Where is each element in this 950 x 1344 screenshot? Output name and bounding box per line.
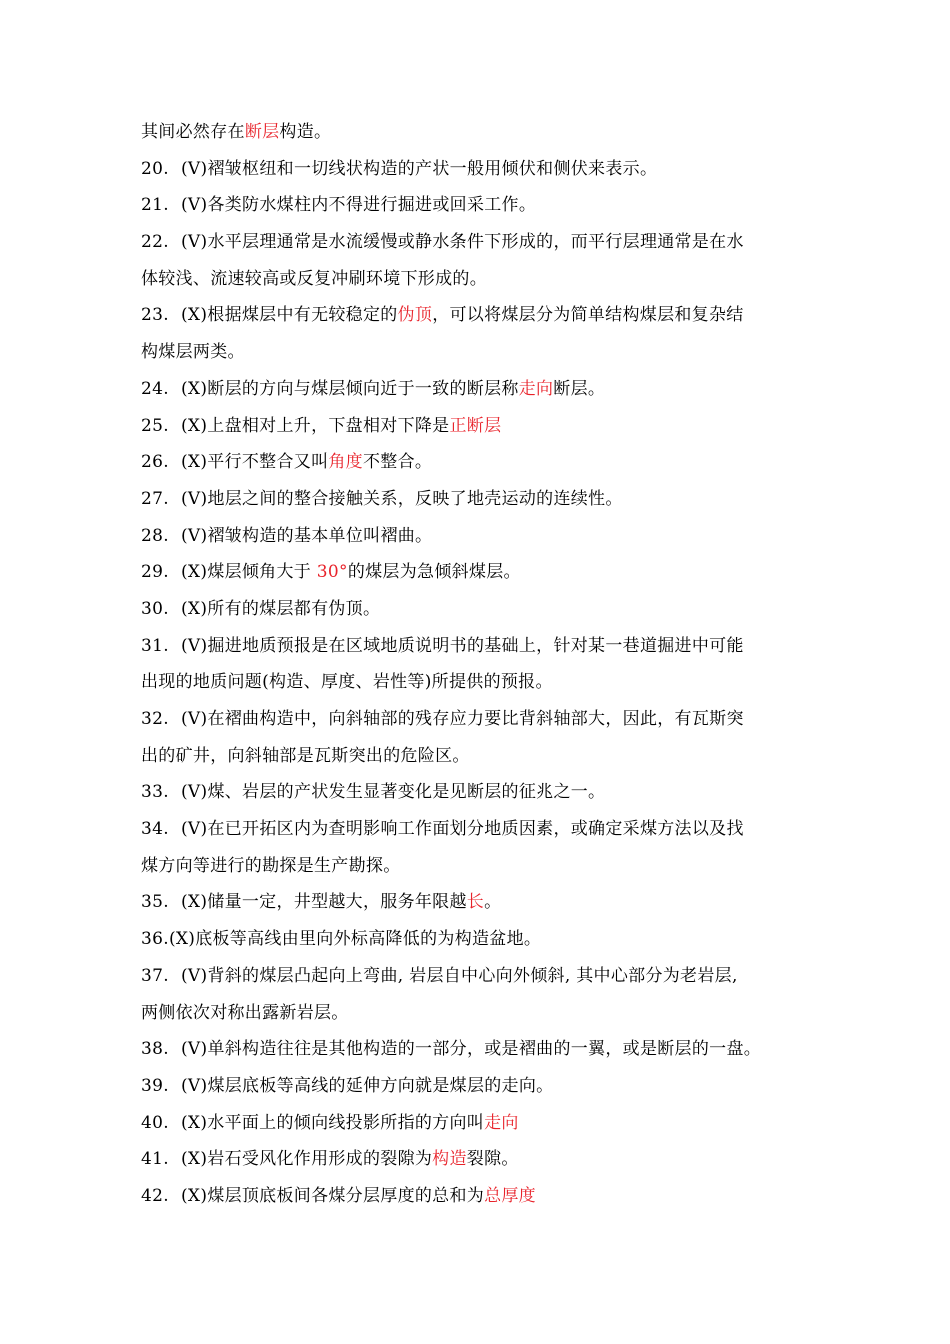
question-item [141, 408, 813, 445]
answer-highlight: 总厚度 [484, 1185, 536, 1206]
question-text: (V)在已开拓区内为查明影响工作面划分地质因素，或确定采煤方法以及找 [181, 819, 744, 840]
question-continuation [141, 334, 813, 371]
question-text: (X)底板等高线由里向外标高降低的为构造盆地。 [168, 929, 542, 950]
question-text: (X)储量一定，井型越大，服务年限越 [181, 892, 467, 913]
question-text: 构煤层两类。 [141, 342, 245, 363]
question-number: 25. [141, 415, 169, 436]
question-item [141, 884, 813, 921]
question-number: 32. [141, 709, 169, 729]
question-number: 28. [141, 525, 169, 546]
question-text: 断层。 [553, 378, 606, 399]
question-number: 26. [141, 452, 169, 473]
question-number: 41. [141, 1149, 169, 1170]
question-text: (V)掘进地质预报是在区域地质说明书的基础上，针对某一巷道掘进中可能 [181, 635, 744, 656]
question-text: (V)背斜的煤层凸起向上弯曲, 岩层自中心向外倾斜, 其中心部分为老岩层, [181, 965, 738, 986]
question-text: 裂隙。 [466, 1149, 519, 1170]
question-text: (X)所有的煤层都有伪顶。 [181, 598, 381, 619]
question-item [141, 444, 813, 481]
question-number: 40. [141, 1112, 169, 1133]
question-text: 的煤层为急倾斜煤层。 [347, 562, 521, 583]
question-item [141, 1141, 813, 1178]
question-text: (V)地层之间的整合接触关系，反映了地壳运动的连续性。 [181, 488, 623, 509]
question-number: 23. [141, 305, 169, 326]
answer-highlight: 正断层 [449, 415, 502, 436]
question-continuation [141, 738, 813, 775]
question-item [141, 518, 813, 555]
question-number: 36. [141, 929, 169, 950]
question-text: (V)褶皱构造的基本单位叫褶曲。 [181, 525, 433, 546]
question-text: (X)断层的方向与煤层倾向近于一致的断层称 [181, 378, 519, 399]
question-continuation [141, 261, 813, 298]
question-text: (V)煤、岩层的产状发生显著变化是见断层的征兆之一。 [181, 782, 606, 803]
question-item [141, 297, 813, 334]
question-text: 体较浅、流速较高或反复冲刷环境下形成的。 [141, 268, 487, 289]
question-text: 构造。 [279, 122, 332, 142]
question-number: 35. [141, 892, 169, 913]
question-text: 煤方向等进行的勘探是生产勘探。 [141, 855, 401, 876]
question-continuation [141, 848, 813, 885]
question-item [141, 481, 813, 518]
question-item [141, 1031, 813, 1068]
question-number: 24. [141, 378, 169, 399]
question-number: 31. [141, 635, 169, 656]
question-text: (V)煤层底板等高线的延伸方向就是煤层的走向。 [181, 1075, 554, 1096]
answer-highlight: 构造 [432, 1149, 467, 1170]
question-number: 33. [141, 782, 169, 803]
question-item [141, 554, 813, 591]
question-text: (V)单斜构造往往是其他构造的一部分，或是褶曲的一翼，或是断层的一盘。 [181, 1039, 762, 1060]
question-text: (X)上盘相对上升，下盘相对下降是 [181, 415, 450, 436]
question-item [141, 591, 813, 628]
question-number: 37. [141, 965, 169, 986]
question-number: 30. [141, 598, 169, 619]
question-text: (X)煤层倾角大于 [181, 562, 317, 583]
question-number: 38. [141, 1039, 169, 1060]
question-item [141, 187, 813, 224]
question-text: 。 [484, 892, 502, 913]
answer-highlight: 30° [316, 562, 348, 583]
question-text: 两侧依次对称出露新岩层。 [141, 1002, 349, 1023]
question-item [141, 1068, 813, 1105]
question-text: 不整合。 [362, 452, 433, 473]
question-text: 出现的地质问题(构造、厚度、岩性等)所提供的预报。 [141, 672, 553, 693]
question-text: (X)水平面上的倾向线投影所指的方向叫 [181, 1112, 485, 1133]
question-list [141, 114, 813, 1215]
question-number: 22. [141, 232, 169, 253]
answer-highlight: 走向 [518, 378, 554, 399]
question-continuation [141, 664, 813, 701]
question-item [141, 224, 813, 261]
question-text: (V)在褶曲构造中，向斜轴部的残存应力要比背斜轴部大，因此，有瓦斯突 [181, 709, 744, 729]
question-item [141, 1178, 813, 1215]
question-number: 20. [141, 158, 169, 179]
question-text: (V)褶皱枢纽和一切线状构造的产状一般用倾伏和侧伏来表示。 [181, 158, 658, 179]
question-item [141, 701, 813, 738]
question-item [141, 151, 813, 188]
question-text: (X)岩石受风化作用形成的裂隙为 [181, 1149, 433, 1170]
question-item [141, 958, 813, 995]
question-text: (X)煤层顶底板间各煤分层厚度的总和为 [181, 1185, 485, 1206]
question-item [141, 774, 813, 811]
question-item [141, 811, 813, 848]
question-number: 42. [141, 1185, 169, 1206]
question-text: (X)根据煤层中有无较稳定的 [181, 305, 398, 326]
question-number: 27. [141, 488, 169, 509]
question-continuation [141, 114, 813, 151]
question-text: 其间必然存在 [141, 122, 245, 142]
question-number: 39. [141, 1075, 169, 1096]
answer-highlight: 走向 [484, 1112, 519, 1133]
question-text: (V)各类防水煤柱内不得进行掘进或回采工作。 [181, 195, 537, 216]
question-item [141, 1105, 813, 1142]
question-number: 34. [141, 819, 169, 840]
question-item [141, 921, 813, 958]
question-text: ，可以将煤层分为简单结构煤层和复杂结 [432, 305, 744, 326]
question-text: 出的矿井，向斜轴部是瓦斯突出的危险区。 [141, 745, 470, 766]
question-continuation [141, 995, 813, 1032]
answer-highlight: 长 [466, 892, 485, 913]
question-number: 29. [141, 562, 169, 583]
question-item [141, 371, 813, 408]
question-text: (V)水平层理通常是水流缓慢或静水条件下形成的，而平行层理通常是在水 [181, 232, 744, 253]
answer-highlight: 角度 [328, 452, 363, 473]
question-text: (X)平行不整合又叫 [181, 452, 329, 473]
question-item [141, 628, 813, 665]
question-number: 21. [141, 195, 169, 216]
answer-highlight: 断层 [244, 122, 280, 142]
answer-highlight: 伪顶 [397, 305, 433, 326]
